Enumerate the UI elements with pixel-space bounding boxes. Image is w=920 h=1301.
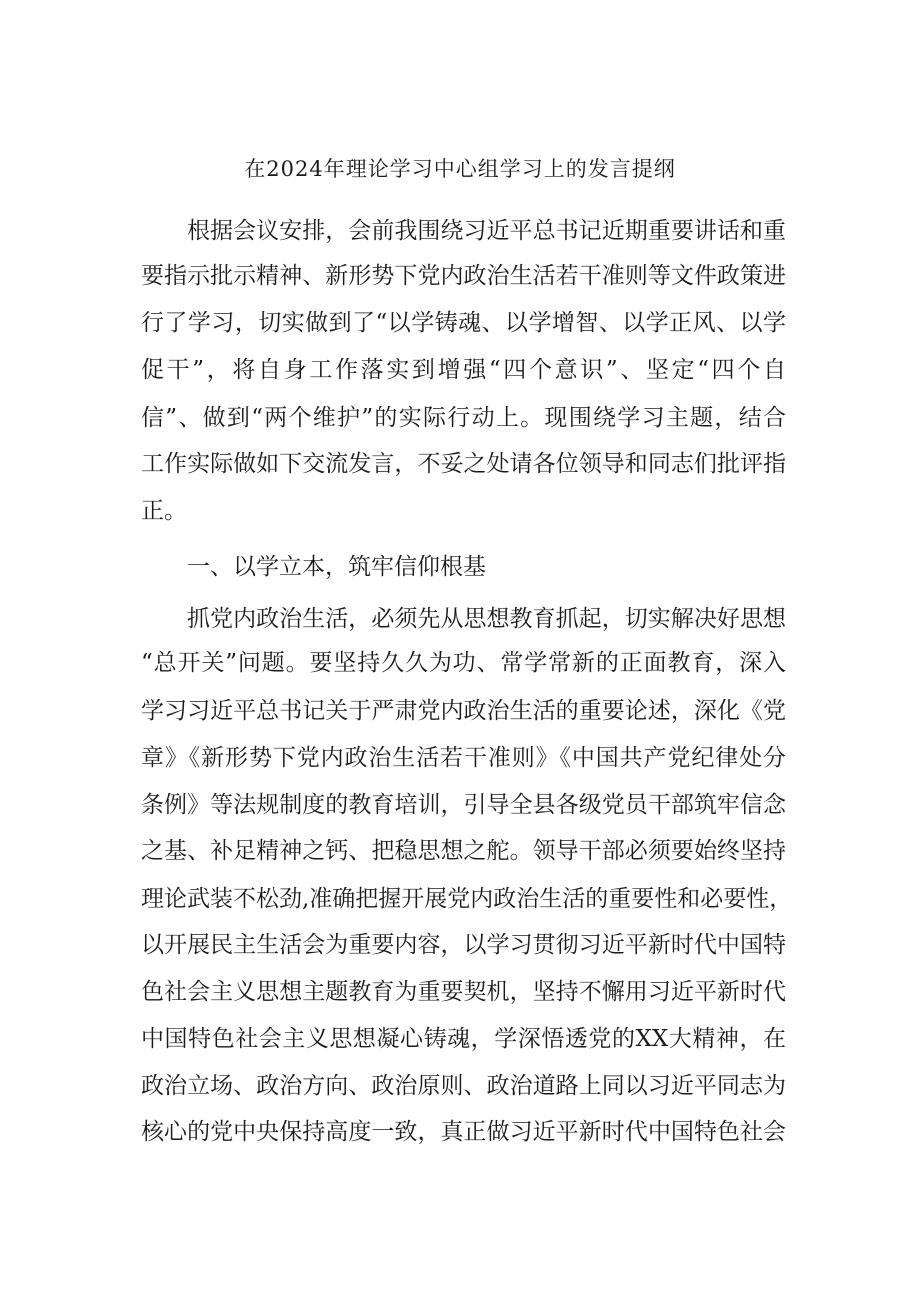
paragraph-line: 政治立场、政治方向、政治原则、政治道路上同以习近平同志为: [141, 1073, 786, 1099]
paragraph-line: 章》《新形势下党内政治生活若干准则》《中国共产党纪律处分: [141, 745, 786, 771]
paragraph-line: 色社会主义思想主题教育为重要契机，坚持不懈用习近平新时代: [141, 979, 786, 1005]
paragraph-line: 中国特色社会主义思想凝心铸魂，学深悟透党的XX大精神，在: [141, 1026, 786, 1052]
paragraph-line: 学习习近平总书记关于严肃党内政治生活的重要论述，深化《党: [141, 698, 786, 724]
paragraph-line: 行了学习，切实做到了“以学铸魂、以学增智、以学正风、以学: [141, 310, 786, 336]
paragraph-line: 条例》等法规制度的教育培训，引导全县各级党员干部筑牢信念: [141, 792, 786, 818]
paragraph-line: 信”、做到“两个维护”的实际行动上。现围绕学习主题，结合: [141, 405, 786, 431]
paragraph-line: 之基、补足精神之钙、把稳思想之舵。领导干部必须要始终坚持: [141, 838, 786, 864]
paragraph-line: 以开展民主生活会为重要内容，以学习贯彻习近平新时代中国特: [141, 932, 786, 958]
paragraph-line: 正。: [141, 498, 187, 524]
paragraph-line: 要指示批示精神、新形势下党内政治生活若干准则等文件政策进: [141, 263, 786, 289]
paragraph-line: 促干”，将自身工作落实到增强“四个意识”、坚定“四个自: [141, 357, 786, 383]
paragraph-line: 工作实际做如下交流发言，不妥之处请各位领导和同志们批评指: [141, 451, 786, 477]
paragraph-line: 抓党内政治生活，必须先从思想教育抓起，切实解决好思想: [187, 606, 786, 632]
paragraph-line: “总开关”问题。要坚持久久为功、常学常新的正面教育，深入: [141, 650, 786, 676]
document-title: 在2024年理论学习中心组学习上的发言提纲: [244, 157, 676, 181]
paragraph-line: 根据会议安排，会前我围绕习近平总书记近期重要讲话和重: [187, 218, 786, 244]
section-heading: 一、以学立本，筑牢信仰根基: [187, 554, 486, 580]
paragraph-line: 核心的党中央保持高度一致，真正做习近平新时代中国特色社会: [141, 1119, 786, 1145]
paragraph-line: 理论武装不松劲,准确把握开展党内政治生活的重要性和必要性，: [141, 886, 793, 912]
